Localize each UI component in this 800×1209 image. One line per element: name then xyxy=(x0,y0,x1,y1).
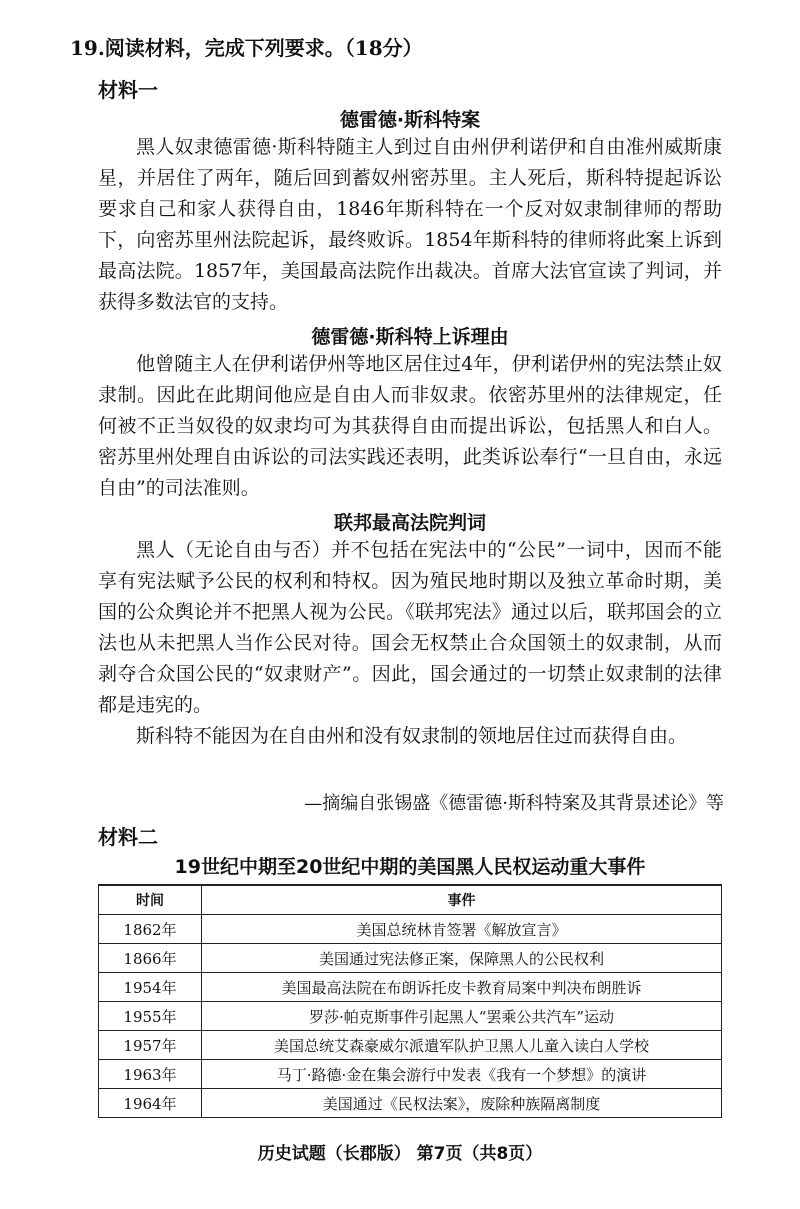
table-title: 19世纪中期至20世纪中期的美国黑人民权运动重大事件 xyxy=(174,856,646,878)
row-year: 1963年 xyxy=(99,1060,202,1089)
events-table xyxy=(98,884,722,1118)
table-row xyxy=(99,1031,722,1060)
section-title-case: 德雷德·斯科特案 xyxy=(339,109,481,131)
table-row xyxy=(99,1060,722,1089)
row-event: 美国通过《民权法案》，废除种族隔离制度 xyxy=(202,1089,722,1118)
row-event: 美国最高法院在布朗诉托皮卡教育局案中判决布朗胜诉 xyxy=(202,973,722,1002)
table-header-row xyxy=(99,885,722,915)
table-row xyxy=(99,915,722,944)
row-event: 美国总统林肯签署《解放宣言》 xyxy=(202,915,722,944)
row-year: 1964年 xyxy=(99,1089,202,1118)
row-event: 美国总统艾森豪威尔派遣军队护卫黑人儿童入读白人学校 xyxy=(202,1031,722,1060)
section-title-ruling: 联邦最高法院判词 xyxy=(333,512,486,534)
section-body-appeal: 他曾随主人在伊利诺伊州等地区居住过4年，伊利诺伊州的宪法禁止奴隶制。因此在此期间他应是自由人而非奴隶。依密苏里州的法律规定，任何被不正当奴役的奴隶均可为其获得自由而提出诉讼，包括黑人和白人。密苏里州处理自由诉讼的司法实践还表明，此类诉讼奉行“一旦自由，永远自由”的司法准则。 xyxy=(98,353,722,499)
section-body-ruling-conclusion: 斯科特不能因为在自由州和没有奴隶制的领地居住过而获得自由。 xyxy=(136,725,688,747)
row-year: 1866年 xyxy=(99,944,202,973)
row-year: 1955年 xyxy=(99,1002,202,1031)
table-row xyxy=(99,1089,722,1118)
page-footer: 历史试题（长郡版） 第7页（共8页） xyxy=(257,1144,543,1164)
row-year: 1862年 xyxy=(99,915,202,944)
material-two-label: 材料二 xyxy=(98,825,158,849)
section-body-ruling: 黑人（无论自由与否）并不包括在宪法中的“公民”一词中，因而不能享有宪法赋予公民的权利和特权。因为殖民地时期以及独立革命时期，美国的公众舆论并不把黑人视为公民。《联邦宪法》通过以后，联邦国会的立法也从未把黑人当作公民对待。国会无权禁止合众国领土的奴隶制，从而剥夺合众国公民的“奴隶财产”。因此，国会通过的一切禁止奴隶制的法律都是违宪的。 xyxy=(98,539,722,716)
table-row xyxy=(99,1002,722,1031)
header-event: 事件 xyxy=(202,885,722,915)
row-event: 美国通过宪法修正案，保障黑人的公民权利 xyxy=(202,944,722,973)
table-row xyxy=(99,973,722,1002)
material-one-label: 材料一 xyxy=(98,78,158,102)
row-year: 1954年 xyxy=(99,973,202,1002)
question-heading: 19.阅读材料，完成下列要求。（18分） xyxy=(70,36,423,60)
section-body-case: 黑人奴隶德雷德·斯科特随主人到过自由州伊利诺伊和自由准州威斯康星，并居住了两年，随后回到蓄奴州密苏里。主人死后，斯科特提起诉讼要求自己和家人获得自由，1846年斯科特在一个反对奴隶制律师的帮助下，向密苏里州法院起诉，最终败诉。1854年斯科特的律师将此案上诉到最高法院。1857年，美国最高法院作出裁决。首席大法官宣读了判词，并获得多数法官的支持。 xyxy=(98,136,722,313)
row-event: 马丁·路德·金在集会游行中发表《我有一个梦想》的演讲 xyxy=(202,1060,722,1089)
header-time: 时间 xyxy=(99,885,202,915)
section-title-appeal: 德雷德·斯科特上诉理由 xyxy=(311,326,509,348)
row-year: 1957年 xyxy=(99,1031,202,1060)
source-citation: —摘编自张锡盛《德雷德·斯科特案及其背景述论》等 xyxy=(304,793,724,814)
table-row xyxy=(99,944,722,973)
row-event: 罗莎·帕克斯事件引起黑人“罢乘公共汽车”运动 xyxy=(202,1002,722,1031)
